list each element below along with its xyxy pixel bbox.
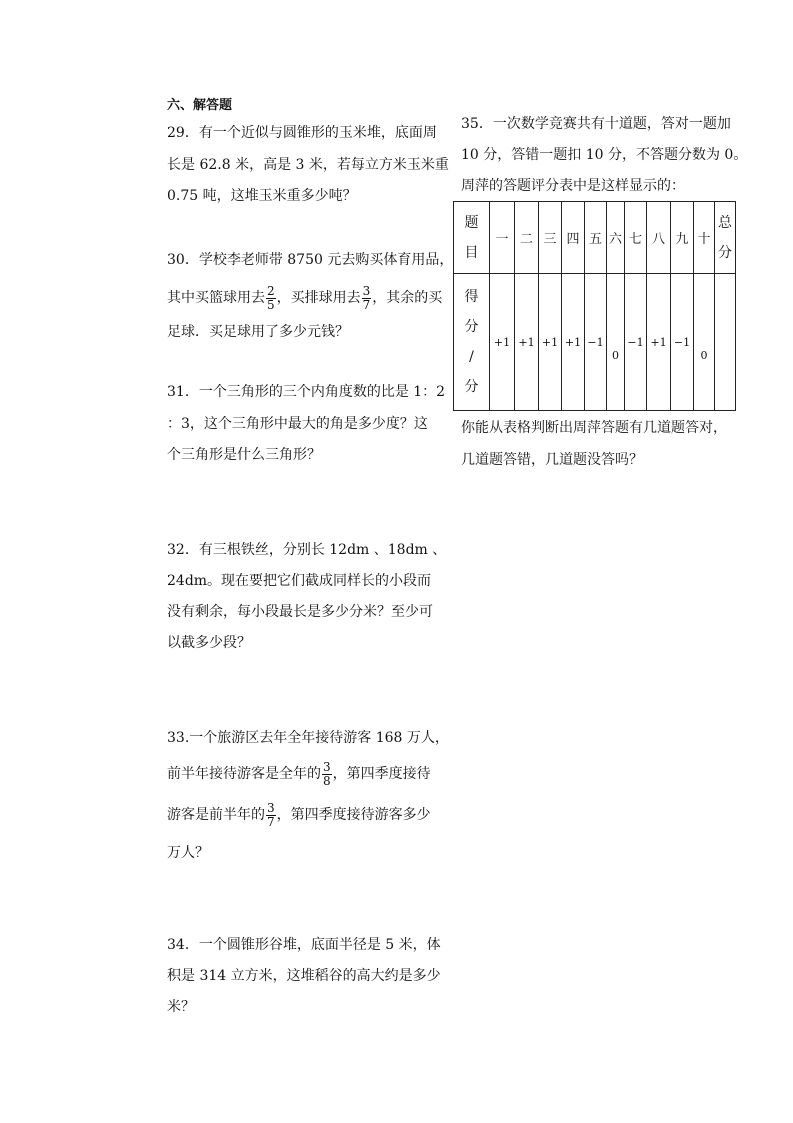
fraction-3-7: [362, 285, 372, 312]
row-label-cell: [454, 274, 490, 411]
q31-line-1: 31．一个三角形的三个内角度数的比是 1：2: [167, 384, 446, 400]
header-cell: 十: [694, 202, 715, 274]
q30-line-2-text-c: ，其余的买: [372, 290, 443, 306]
q32-line-2: 24dm。现在要把它们截成同样长的小段而: [167, 573, 432, 589]
header-label-bottom: 目: [464, 244, 479, 261]
score-value: 0: [700, 348, 708, 362]
q33-line-2-text-a: 前半年接待游客是全年的: [167, 766, 321, 782]
score-value: +1: [518, 335, 535, 349]
q31-line-3: 个三角形是什么三角形？: [167, 447, 321, 463]
score-value: −1: [627, 335, 644, 349]
q32-line-1: 32．有三根铁丝，分别长 12dm 、18dm 、: [167, 542, 447, 558]
score-cell: [562, 274, 585, 411]
q30-line-2: [167, 280, 442, 316]
score-cell: [539, 274, 562, 411]
fraction-numerator: 3: [323, 759, 331, 774]
score-value: +1: [541, 335, 559, 349]
score-cell: [694, 274, 715, 411]
score-value: +1: [650, 335, 667, 349]
q33-line-3-text-b: ，第四季度接待游客多少: [276, 807, 431, 823]
q29-line-2: 长是 62.8 米，高是 3 米，若每立方米玉米重: [167, 157, 449, 173]
header-cell: 九: [671, 202, 694, 274]
q32-line-4: 以截多少段？: [167, 635, 251, 651]
score-cell: [515, 274, 539, 411]
q35-after-line-2: 几道题答错，几道题没答吗？: [461, 452, 643, 468]
q30-line-3: 足球．买足球用了多少元钱？: [167, 324, 349, 340]
fraction-numerator: 3: [362, 283, 371, 298]
fraction-denominator: 7: [362, 297, 371, 312]
header-cell: 三: [539, 202, 562, 274]
q30-line-1: 30．学校李老师带 8750 元去购买体育用品，: [167, 252, 454, 268]
fraction-2-5: [266, 285, 276, 312]
q34-line-2: 积是 314 立方米，这堆稻谷的高大约是多少: [167, 968, 441, 984]
header-label-top: 题: [464, 214, 479, 231]
score-cell: [585, 274, 607, 411]
score-cell: [625, 274, 647, 411]
q32-line-3: 没有剩余，每小段最长是多少分米？至少可: [167, 604, 433, 620]
row-label-line: /: [469, 349, 474, 366]
section-title: 六、解答题: [167, 98, 233, 113]
q33-line-3: [167, 797, 431, 833]
q33-line-3-text-a: 游客是前半年的: [167, 807, 265, 823]
header-cell: 二: [515, 202, 539, 274]
header-cell: 五: [585, 202, 607, 274]
score-table: [453, 201, 736, 411]
score-value: 0: [612, 348, 619, 362]
header-total-top: 总: [718, 214, 732, 231]
table-score-row: [454, 274, 736, 411]
score-value: −1: [587, 335, 604, 349]
score-value: −1: [673, 335, 691, 349]
header-cell: 六: [607, 202, 625, 274]
header-total-bottom: 分: [718, 244, 732, 261]
table-header-row: [454, 202, 736, 274]
q33-line-1: 33.一个旅游区去年全年接待游客 168 万人，: [167, 730, 449, 746]
header-cell: 一: [490, 202, 515, 274]
fraction-denominator: 7: [267, 814, 275, 829]
q35-line-3: 周萍的答题评分表中是这样显示的：: [461, 178, 685, 194]
q35-after-line-1: 你能从表格判断出周萍答题有几道题答对，: [461, 420, 727, 436]
score-cell: [671, 274, 694, 411]
q30-line-2-text-a: 其中买篮球用去: [167, 290, 265, 306]
header-label-cell: [454, 202, 490, 274]
fraction-denominator: 5: [267, 297, 275, 312]
score-value: +1: [564, 335, 582, 349]
header-total-cell: [715, 202, 736, 274]
q30-line-2-text-b: ，买排球用去: [276, 290, 361, 306]
score-value: +1: [493, 335, 511, 349]
q34-line-3: 米？: [167, 999, 195, 1015]
fraction-numerator: 3: [267, 800, 275, 815]
fraction-denominator: 8: [323, 773, 331, 788]
header-cell: 四: [562, 202, 585, 274]
header-cell: 七: [625, 202, 647, 274]
row-label-line: 得: [464, 289, 479, 306]
q33-line-4: 万人？: [167, 845, 209, 861]
score-cell: [607, 274, 625, 411]
fraction-numerator: 2: [267, 283, 275, 298]
score-cell: [647, 274, 671, 411]
q33-line-2-text-b: ，第四季度接待: [332, 766, 431, 782]
q35-line-1: 35．一次数学竞赛共有十道题，答对一题加: [461, 116, 731, 132]
row-label-line: 分: [464, 379, 479, 396]
fraction-3-7: [266, 802, 276, 829]
total-score-cell: [715, 274, 736, 411]
q31-line-2: ：3，这个三角形中最大的角是多少度？这: [167, 416, 428, 432]
header-cell: 八: [647, 202, 671, 274]
q35-line-2: 10 分，答错一题扣 10 分，不答题分数为 0。: [461, 147, 748, 163]
q33-line-2: [167, 756, 431, 792]
score-cell: [490, 274, 515, 411]
fraction-3-8: [322, 761, 332, 788]
q29-line-3: 0.75 吨，这堆玉米重多少吨？: [167, 188, 357, 204]
row-label-line: 分: [464, 319, 479, 336]
q29-line-1: 29．有一个近似与圆锥形的玉米堆，底面周: [167, 125, 437, 141]
q34-line-1: 34．一个圆锥形谷堆，底面半径是 5 米，体: [167, 937, 441, 953]
